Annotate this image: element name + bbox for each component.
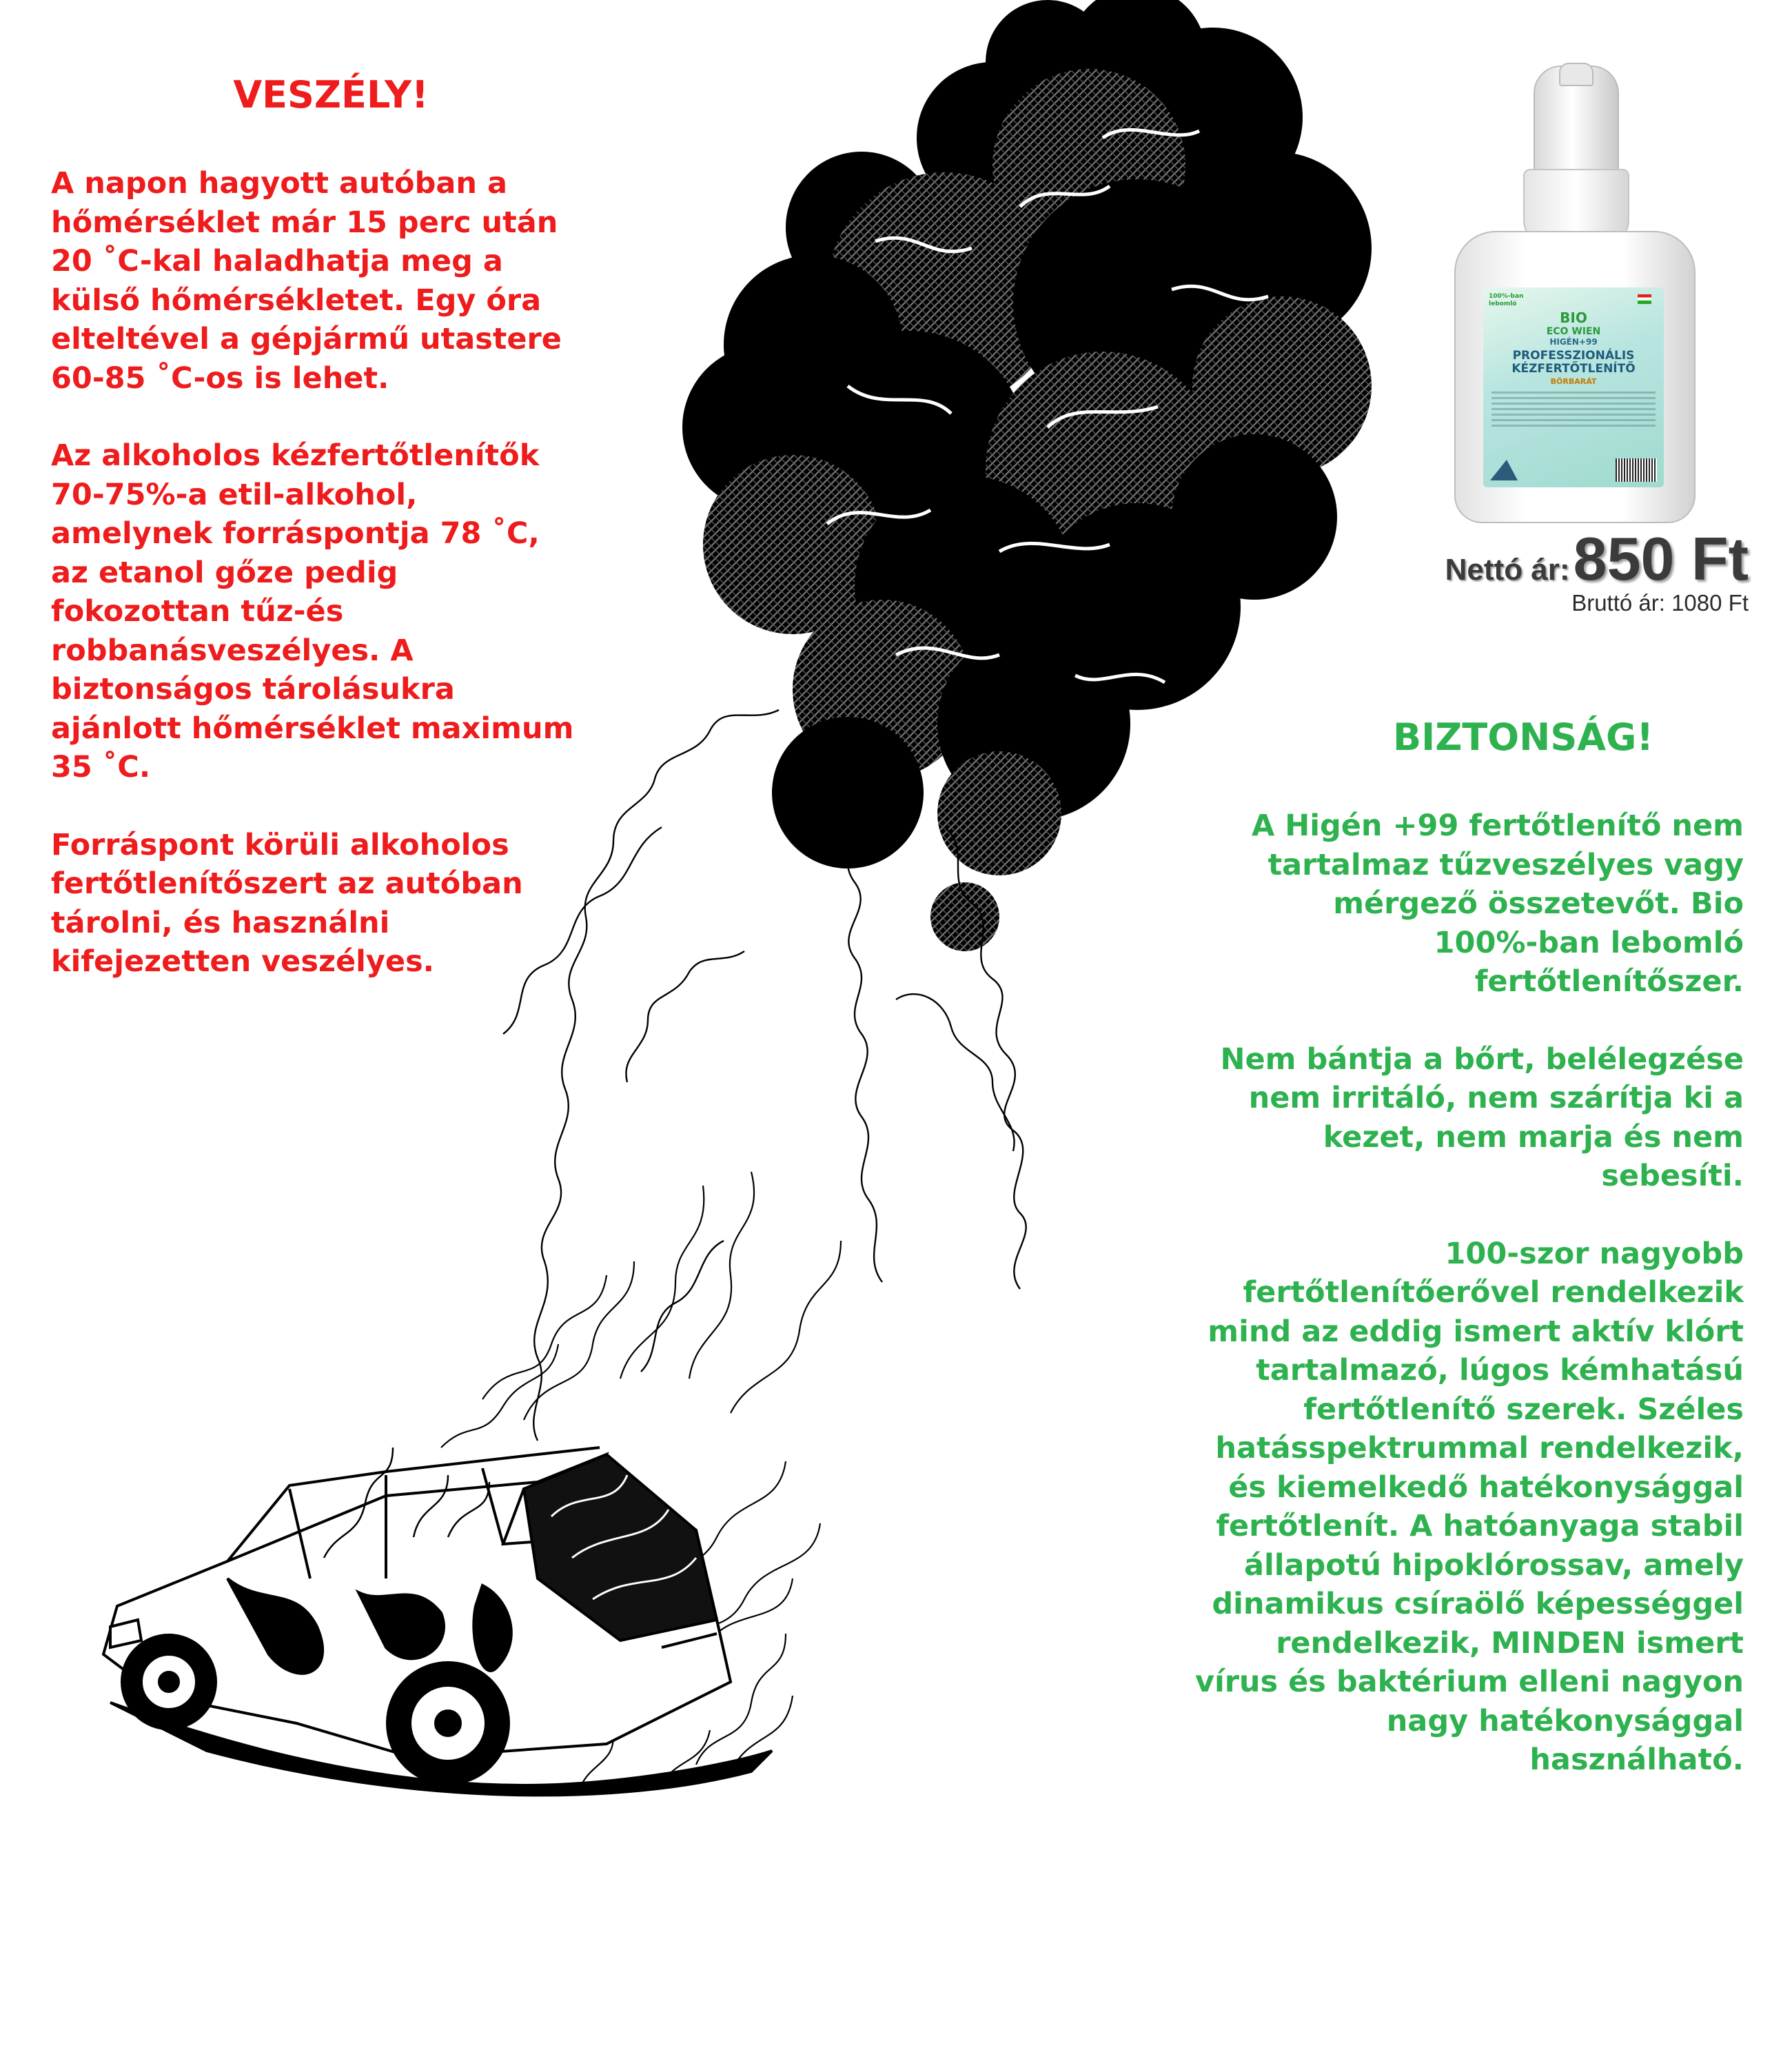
label-skin-friendly: BŐRBARÁT [1550, 377, 1597, 386]
ship-icon [1490, 460, 1518, 480]
danger-paragraph: A napon hagyott autóban a hőmérséklet már 15 perc után 20 ˚C-kal haladhatja meg a külső hőmérsékletet. Egy óra elteltével a gépjármű utastere 60-85 ˚C-os is lehet. [51, 166, 562, 396]
danger-paragraph: Forráspont körüli alkoholos fertőtlenítőszert az autóban tárolni, és használni kifejezetten veszélyes. [51, 827, 523, 979]
label-fine-print [1491, 392, 1656, 427]
bottle-body [1454, 231, 1696, 523]
safety-paragraph: Nem bántja a bőrt, belélegzése nem irritáló, nem szárítja ki a kezet, nem marja és nem sebesíti. [1220, 1042, 1744, 1193]
barcode-icon [1616, 458, 1657, 482]
product-bottle [1454, 65, 1696, 520]
label-badge [1483, 287, 1664, 308]
danger-title: VESZÉLY! [233, 73, 429, 116]
label-title-line: PROFESSZIONÁLIS [1512, 349, 1635, 363]
label-product-name: HIGÉN+99 [1549, 337, 1598, 347]
danger-text-block [51, 164, 630, 1020]
gross-price: Bruttó ár: 1080 Ft [1571, 590, 1749, 616]
label-brand: ECO WIEN [1546, 326, 1601, 337]
safety-paragraph: 100-szor nagyobb fertőtlenítőerővel rendelkezik mind az eddig ismert aktív klórt tartalmazó, lúgos kémhatású fertőtlenítő szerek. Széles hatásspektrummal rendelkezik, és kiemelkedő hatékonysággal fertőtlenít. A hatóanyaga stabil állapotú hipoklórossav, amely dinamikus csíraölő képességgel rendelkezik, MINDEN ismert vírus és baktérium elleni nagyon nagy hatékonysággal használható. [1194, 1236, 1744, 1777]
label-title-line: KÉZFERTŐTLENÍTŐ [1511, 362, 1636, 376]
flag-icon [1638, 294, 1651, 304]
price-block [1445, 524, 1749, 616]
label-title [1483, 349, 1664, 376]
safety-title: BIZTONSÁG! [1393, 715, 1653, 759]
label-badge-line: 100%-ban [1489, 293, 1524, 300]
net-price-row [1445, 524, 1749, 594]
safety-text-block [1082, 806, 1744, 1818]
safety-paragraph: A Higén +99 fertőtlenítő nem tartalmaz tűzveszélyes vagy mérgező összetevőt. Bio 100%-ban lebomló fertőtlenítőszer. [1252, 809, 1744, 999]
danger-paragraph: Az alkoholos kézfertőtlenítők 70-75%-a etil-alkohol, amelynek forráspontja 78 ˚C, az etanol gőze pedig fokozottan tűz-és robbanásveszélyes. A biztonságos tárolásukra ajánlott hőmérséklet maximum 35 ˚C. [51, 438, 574, 784]
bottle-label [1483, 287, 1664, 487]
label-badge-line: lebomló [1489, 301, 1517, 307]
bottle-cap [1534, 65, 1619, 179]
net-price-value: 850 Ft [1573, 525, 1749, 593]
net-price-label: Nettó ár: [1445, 553, 1570, 587]
label-bio: BIO [1560, 309, 1587, 326]
car [103, 1448, 772, 1795]
